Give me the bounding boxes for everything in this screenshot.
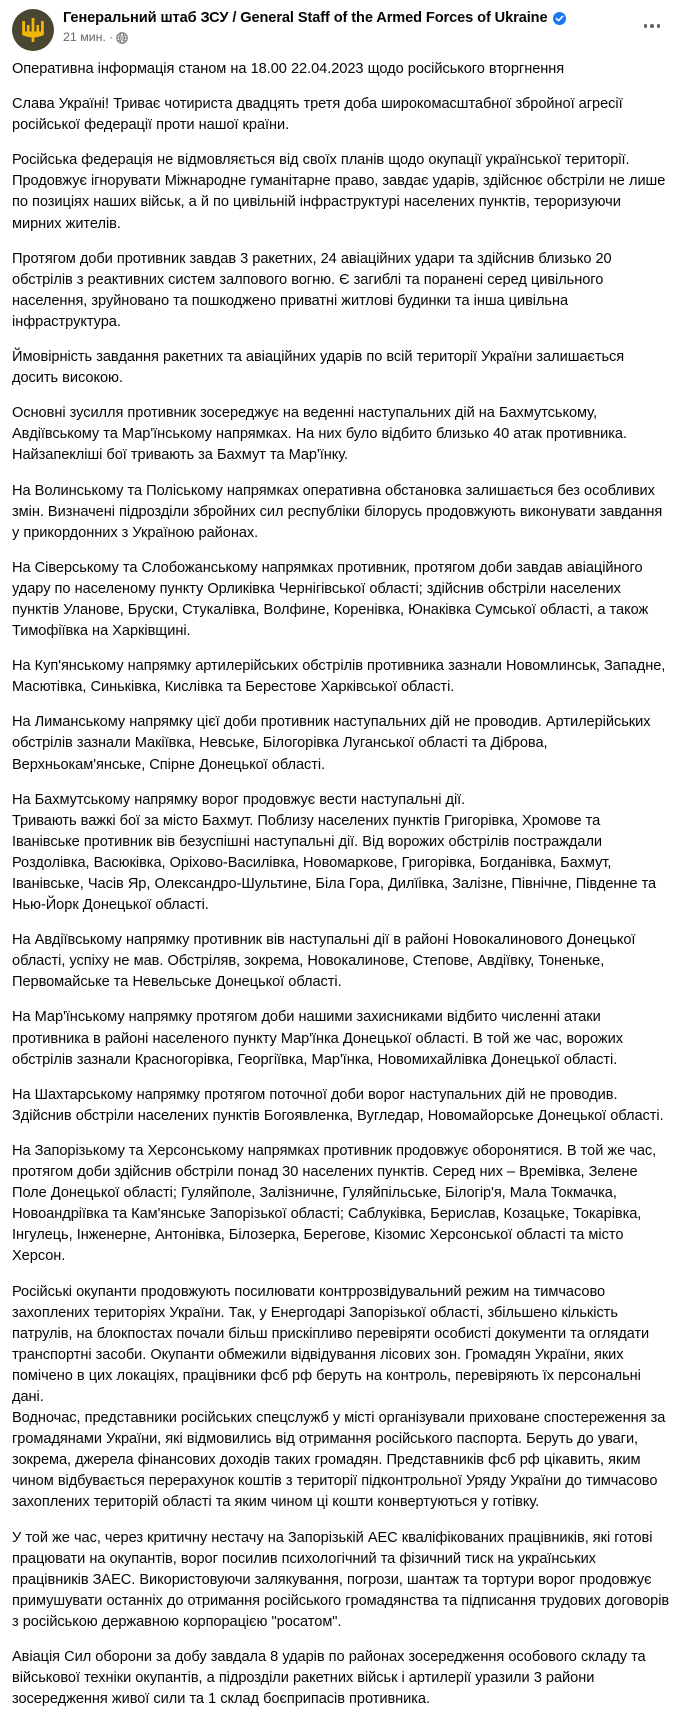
post-paragraph: На Волинському та Поліському напрямках оперативна обстановка залишається без особливих змін. Визначені підрозділи збройних сил республіки білорусь продовжують виконувати завдання у прикордонних з Україною районах. bbox=[12, 482, 663, 541]
post-timestamp[interactable]: 21 мин. bbox=[63, 30, 106, 44]
post-paragraph: Слава Україні! Триває чотириста двадцять третя доба широкомасштабної збройної агресії російської федерації проти нашої країни. bbox=[12, 96, 623, 134]
more-options-icon[interactable] bbox=[637, 16, 667, 36]
verified-badge-icon bbox=[553, 12, 566, 25]
meta-separator: · bbox=[108, 30, 114, 44]
post-paragraph: На Запорізькому та Херсонському напрямках противник продовжує оборонятися. В той же час, протягом доби здійснив обстріли понад 30 населених пунктів. Серед них – Времівка, Зелене Поле Донецької області; Гуляйполе, Залізничне, Гуляйпільське, Білогір'я, Мала Токмачка, Новоандріївка та Кам'янське Запорізької області; Саблуківка, Берислав, Козацьке, Токарівка, Інгулець, Інженерне, Антонівка, Білозерка, Берегове, Кізомис Херсонської області та місто Херсон. bbox=[12, 1142, 657, 1265]
ukrainian-trident-icon bbox=[21, 17, 45, 43]
post-paragraph: Основні зусилля противник зосереджує на веденні наступальних дій на Бахмутському, Авдіївському та Мар'їнському напрямках. На них було відбито близько 40 атак противника. Найзапекліші бої тривають за Бахмут та Мар'їнку. bbox=[12, 405, 627, 464]
post-meta bbox=[63, 30, 671, 45]
post-paragraph: Протягом доби противник завдав 3 ракетних, 24 авіаційних удари та здійснив близько 20 обстрілів з реактивних систем залпового вогню. Є загиблі та поранені серед цивільного населення, зруйновано та пошкоджено приватні житлові будинки та інша цивільна інфраструктура. bbox=[12, 250, 612, 330]
menu-dot bbox=[657, 24, 661, 28]
name-row bbox=[63, 10, 671, 27]
post-paragraph: Російська федерація не відмовляється від своїх планів щодо окупації української території. Продовжує ігнорувати Міжнародне гуманітарне право, завдає ударів, здійснює обстріли не лише по позиціях наших військ, а й по цивільній інфраструктурі населених пунктів, тероризуючи мирних жителів. bbox=[12, 152, 666, 232]
post-paragraph: На Сіверському та Слобожанському напрямках противник, протягом доби завдав авіаційного удару по населеному пункту Орликівка Чернігівської області; здійснив обстріли населених пунктів Уланове, Бруски, Стукалівка, Волфине, Коренівка, Юнаківка Сумської області, а також Тимофіївка на Харківщині. bbox=[12, 559, 649, 640]
menu-dot bbox=[650, 24, 654, 28]
post-paragraph: Авіація Сил оборони за добу завдала 8 ударів по районах зосередження особового складу та військової техніки окупантів, а підрозділи ракетних військ і артилерії уразили 3 райони зосередження живої сили та 1 склад боєприпасів противника. bbox=[12, 1649, 646, 1708]
post-paragraph: На Авдіївському напрямку противник вів наступальні дії в районі Новокалинового Донецької області, успіху не мав. Обстріляв, зокрема, Новокалинове, Степове, Авдіївку, Тоненьке, Первомайське та Невельське Донецької області. bbox=[12, 932, 636, 991]
post-paragraph: Оперативна інформація станом на 18.00 22.04.2023 щодо російського вторгнення bbox=[12, 61, 565, 77]
post-paragraph: Ймовірність завдання ракетних та авіаційних ударів по всій території України залишається досить високою. bbox=[12, 349, 625, 387]
post-paragraph: На Бахмутському напрямку ворог продовжує вести наступальні дії. bbox=[12, 791, 466, 808]
post-paragraph: У той же час, через критичну нестачу на Запорізькій АЕС кваліфікованих працівників, які готові працювати на окупантів, ворог посилив психологічний та фізичний тиск на українських працівників ЗАЕС. Використовуючи залякування, погрози, шантаж та тортури ворог продовжує примушувати останніх до отримання російського громадянства та підписання трудових договорів з російською державною корпорацією "росатом". bbox=[12, 1529, 670, 1630]
post-paragraph: Російські окупанти продовжують посилювати контррозвідувальний режим на тимчасово захоплених територіях України. Так, у Енергодарі Запорізької області, збільшено кількість патрулів, на блокпостах почали більш прискіпливо перевіряти особисті документи та оглядати транспортні засоби. Окупанти обмежили відвідування лісових зон. Громадян України, яких помічено в цих локаціях, працівники фсб рф беруть на контроль, перевіряють їх персональні дані. bbox=[12, 1283, 650, 1405]
page-name[interactable]: Генеральний штаб ЗСУ / General Staff of the Armed Forces of Ukraine bbox=[63, 10, 548, 26]
post-paragraph: На Лиманському напрямку цієї доби противник наступальних дій не проводив. Артилерійських обстрілів зазнали Макіївка, Невське, Білогорівка Луганської області та Діброва, Верхньокам'янське, Спірне Донецької області. bbox=[12, 714, 651, 773]
avatar[interactable] bbox=[12, 9, 54, 51]
header-text bbox=[63, 9, 671, 45]
post-paragraph: На Куп'янському напрямку артилерійських обстрілів противника зазнали Новомлинськ, Западне, Масютівка, Синьківка, Кислівка та Берестове Харківської області. bbox=[12, 658, 666, 696]
post-paragraph: Водночас, представники російських спецслужб у місті організували приховане спостереження за громадянами України, які відмовились від отримання російського паспорта. Беруть до уваги, зокрема, джерела фінансових доходів таких громадян. Представників фсб рф цікавить, яким чином відбувається перерахунок коштів з території підконтрольної Уряду України до тимчасово захоплених територій області та яким чином ці кошти конвертуються у готівку. bbox=[12, 1410, 666, 1511]
post-header bbox=[0, 0, 683, 55]
post-paragraph: На Мар'їнському напрямку протягом доби нашими захисниками відбито численні атаки противника в районі населеного пункту Мар'їнка Донецької області. В той же час, ворожих обстрілів зазнали Красногорівка, Георгіївка, Мар'їнка, Новомихайлівка Донецької області. bbox=[12, 1009, 623, 1068]
post-body bbox=[0, 55, 683, 1710]
menu-dot bbox=[644, 24, 648, 28]
post-paragraph: На Шахтарському напрямку протягом поточної доби ворог наступальних дій не проводив. Здійснив обстріли населених пунктів Богоявленка, Вугледар, Новомайорське Донецької області. bbox=[12, 1086, 664, 1124]
globe-icon[interactable] bbox=[116, 32, 128, 44]
post-paragraph: Тривають важкі бої за місто Бахмут. Поблизу населених пунктів Григорівка, Хромове та Іванівське противник вів безуспішні наступальні дії. Від ворожих обстрілів постраждали Роздолівка, Васюківка, Оріхово-Василівка, Новомаркове, Григорівка, Богданівка, Бахмут, Іванівське, Часів Яр, Олександро-Шультине, Біла Гора, Дилїівка, Залізне, Північне, Південне та Нью-Йорк Донецької області. bbox=[12, 812, 657, 914]
